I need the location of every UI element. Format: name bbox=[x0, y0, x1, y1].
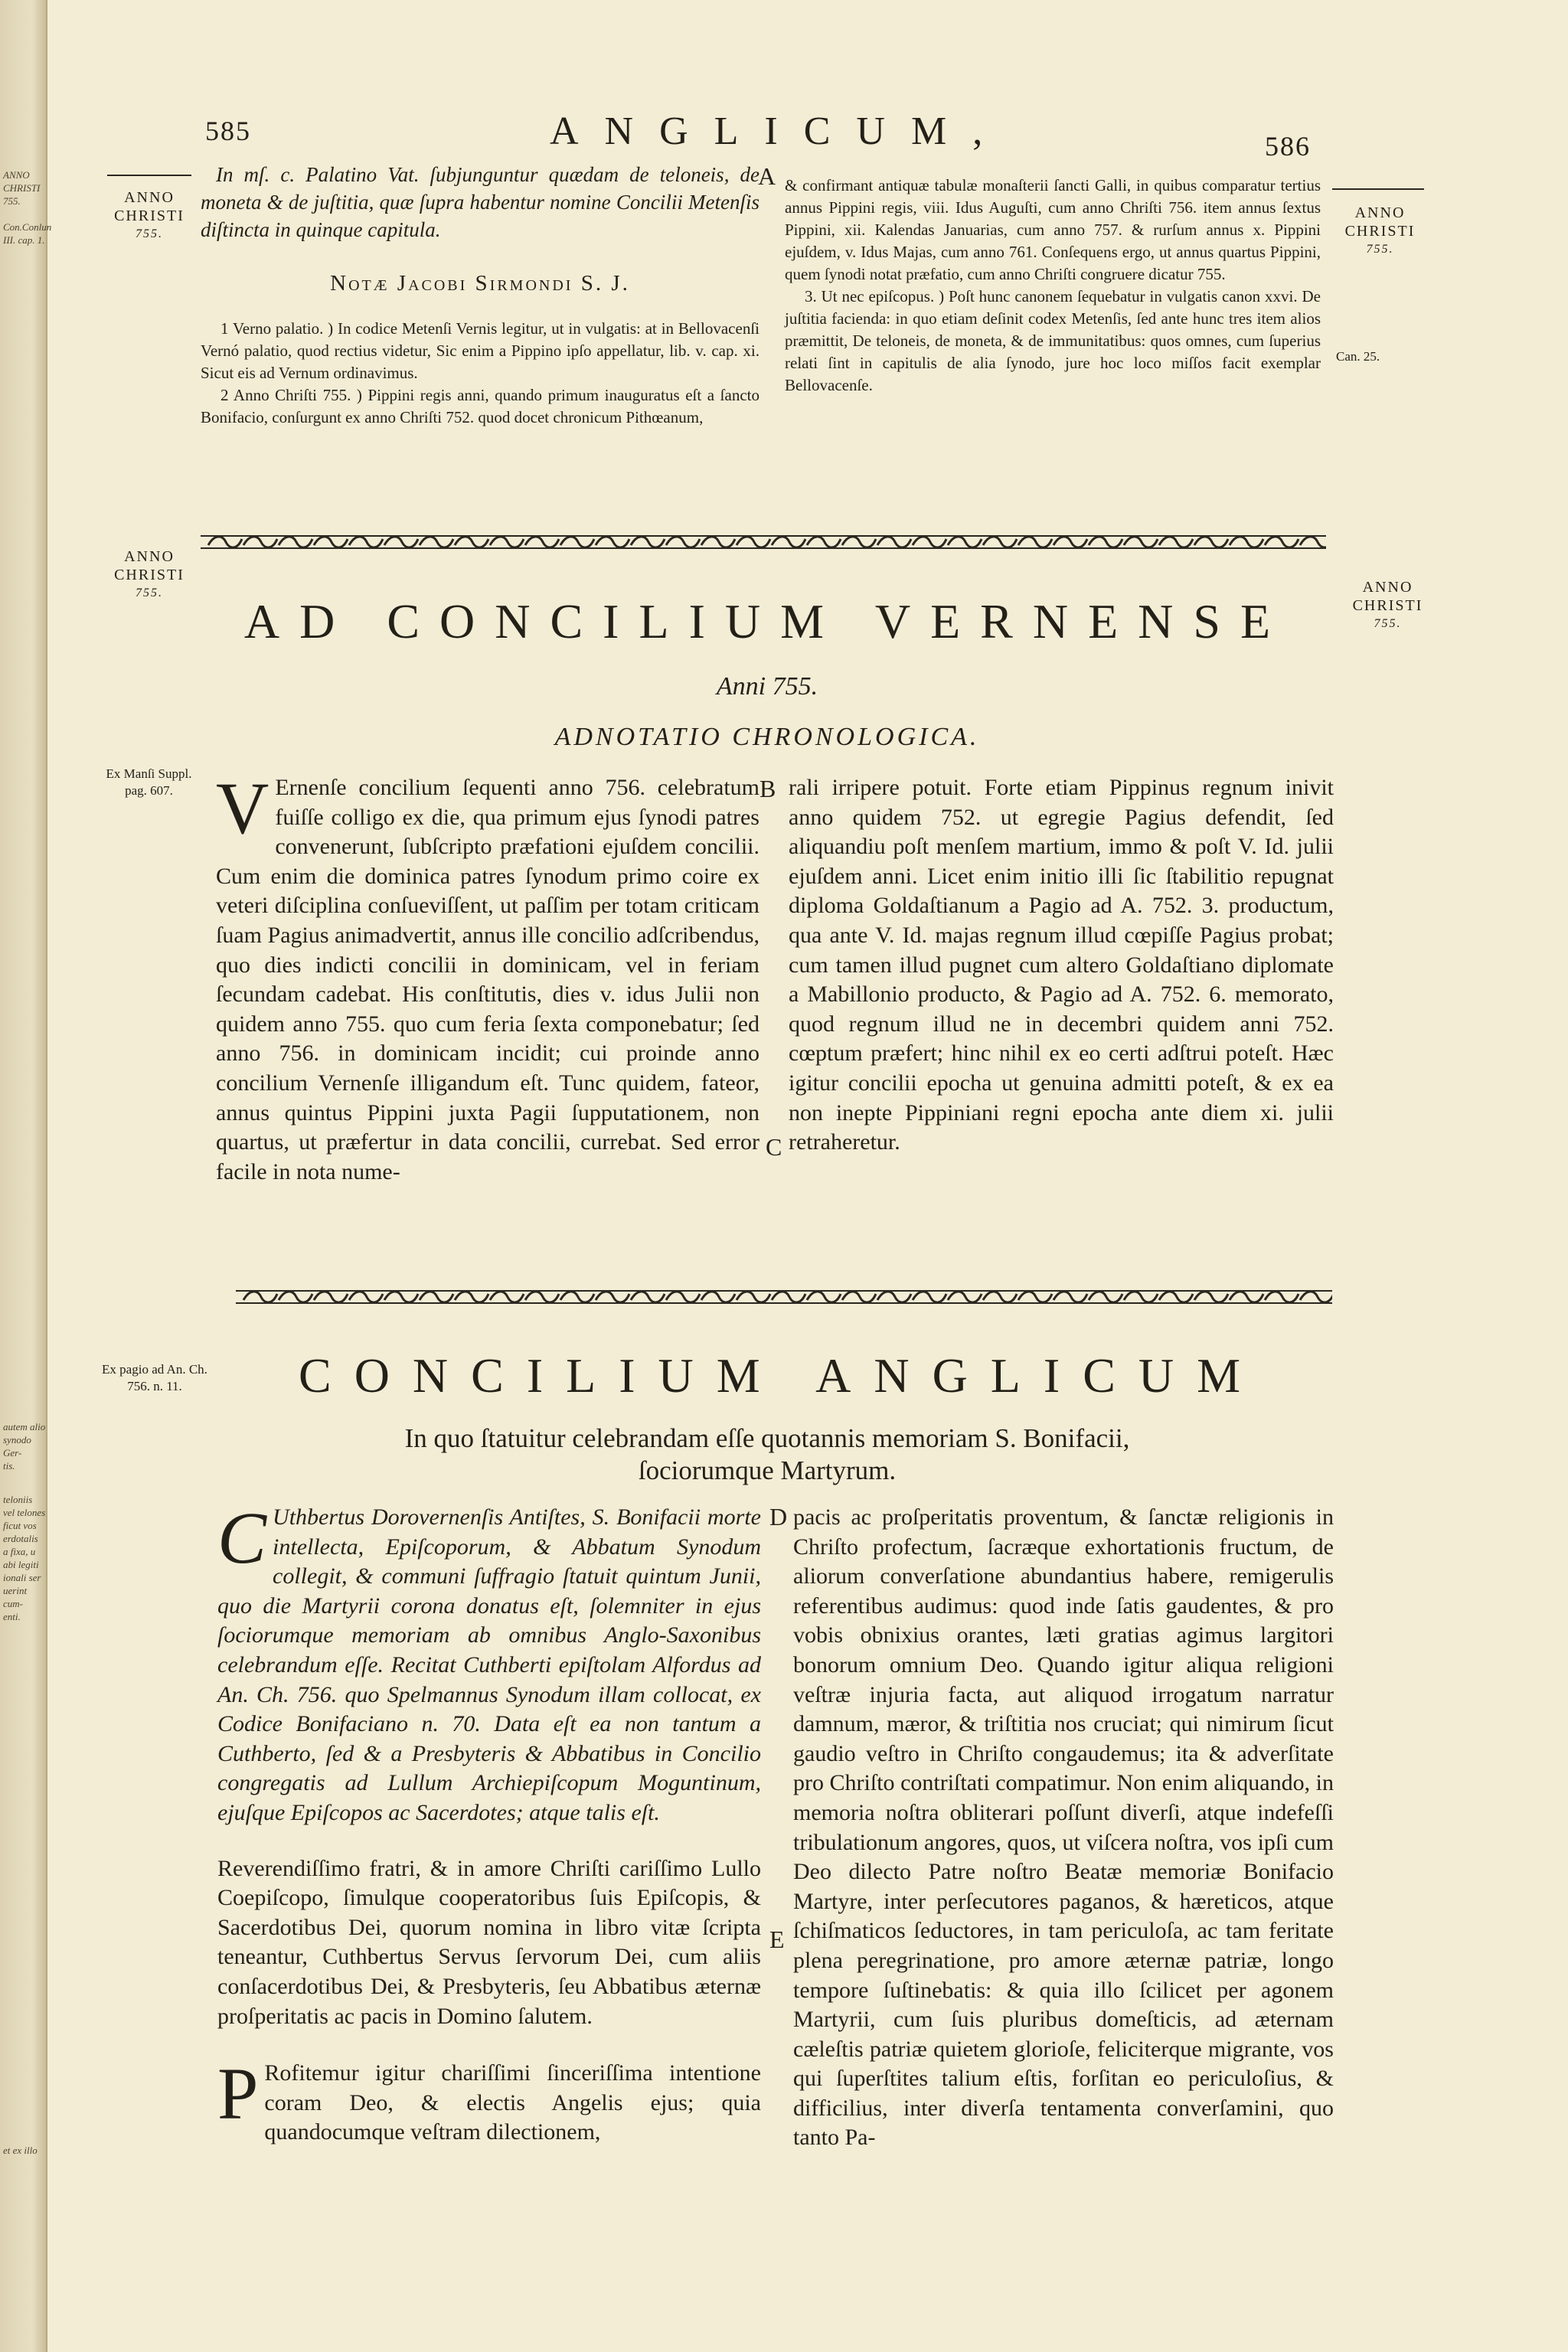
anglicum-intro bbox=[217, 1497, 761, 1828]
top-left-column bbox=[201, 161, 760, 429]
anno-christi-mid-right bbox=[1344, 578, 1432, 633]
ornament-swirl bbox=[1124, 537, 1158, 547]
strip-line: teloniis bbox=[3, 1494, 33, 1505]
drop-cap-c: C bbox=[217, 1497, 267, 1579]
salutation-paragraph: Reverendiſſimo fratri, & in amore Chriſti cariſſimo Lullo Coepiſcopo, ſimulque cooperatoribus ſuis Epiſcopis, & Sacerdotibus Dei, quorum nomina in libro vitæ ſcripta teneantur, Cuthbertus Servus ſervorum Dei, cum aliis conſacerdotibus Dei, & Presbyteris, ſeu Abbatibus æternæ proſperitatis ac pacis in Domino ſalutem. bbox=[217, 1855, 761, 2029]
ornament-swirl bbox=[314, 537, 348, 547]
subtitle-line-2: ſociorumque Martyrum. bbox=[638, 1455, 897, 1485]
ornament-swirl bbox=[243, 1292, 277, 1302]
anno-christi: CHRISTI bbox=[114, 207, 185, 224]
strip-line: erdotalis bbox=[3, 1533, 38, 1544]
section3-subtitle bbox=[201, 1423, 1334, 1487]
ornamental-divider bbox=[201, 531, 1326, 553]
anglicum-intro-text: Uthbertus Dorovernenſis Antiſtes, S. Bonifacii morte intellecta, Epiſcoporum, & Abbatum Synodum collegit, & communi ſuffragio ſtatuit quintum Junii, quo die Martyrii corona donatus eſt, ſolemniter in ejus ſociorumque memoriam ab omnibus Anglo-Saxonibus celebrandum eſſe. Recitat Cuthberti epiſtolam Alfordus ad An. Ch. 756. quo Spelmannus Synodum illam collocat, ex Codice Bonifaciano n. 70. Data eſt ea non tantum a Cuthberto, ſed & a Presbyteris & Abbatibus in Concilio congregatis ad Lullum Archiepiſcopum Moguntinum, ejuſque Epiſcopos ac Sacerdotes; atque talis eſt. bbox=[217, 1504, 761, 1825]
strip-note-mid bbox=[3, 1420, 46, 1472]
top-right-column bbox=[785, 175, 1321, 397]
ornament-swirl bbox=[1230, 537, 1263, 547]
anno-word: ANNO bbox=[1354, 204, 1406, 221]
anno-year: 755. bbox=[136, 586, 163, 599]
strip-line: ficut vos bbox=[3, 1520, 37, 1531]
anglicum-left-column bbox=[217, 1497, 761, 2148]
ornament-swirl bbox=[1230, 1292, 1263, 1302]
strip-line: autem alio bbox=[3, 1421, 46, 1432]
ornament-swirl bbox=[1054, 537, 1087, 547]
ornament-swirl bbox=[384, 537, 418, 547]
strip-line: Con.Conlun bbox=[3, 221, 52, 233]
ornament-swirl bbox=[490, 537, 524, 547]
ornament-swirl bbox=[525, 537, 559, 547]
ornament-swirl bbox=[807, 1292, 841, 1302]
running-title: ANGLICUM, bbox=[550, 109, 1009, 153]
ornament-swirl bbox=[384, 1292, 418, 1302]
anno-christi-top-left bbox=[107, 188, 191, 243]
ornament-swirl bbox=[1265, 1292, 1298, 1302]
ornament-swirl bbox=[596, 537, 629, 547]
ornament-swirl bbox=[455, 1292, 488, 1302]
ornament-swirl bbox=[737, 537, 770, 547]
ornament-swirl bbox=[913, 1292, 946, 1302]
ornament-swirl bbox=[490, 1292, 524, 1302]
ornament-swirl bbox=[1194, 537, 1228, 547]
ornament-swirl bbox=[243, 537, 277, 547]
anglicum-right-text: pacis ac proſperitatis proventum, & ſanctæ religionis in Chriſto profectum, ſacræque exhortationis fructum, de aliorum converſatione abundantius habere, remigerulis referentibus audimus: quod inde ſatis gaudentes, & pro vobis obnixius orantes, læti gratias agimus largitori bonorum omnium Deo. Quando igitur aliqua religioni veſtræ injuria facta, aut aliquod irrogatum narratur damnum, mæror, & triſtitia nos cruciat; qui nimirum ſicut gaudio veſtro in Chriſto congaudemus; ita & adverſitate pro Chriſto contriſtati compatimur. Non enim aliquando, in memoria noſtra obliterari poſſunt diverſi, atque indefeſſi tribulationum angores, quos, ut viſcera noſtra, vos ipſi cum Deo dilecto Patre noſtro Beatæ memoriæ Bonifacio Martyre, inter perſecutores paganos, & hæreticos, atque ſchiſmaticos ſeductores, in tam periculoſa, ac tam feritate plena peregrinatione, pro amore æternæ patriæ, longo tempore ſuſtinebatis: & quia illo ſcilicet per agonem Martyrii, cum ſuis pluribus domeſticis, ad æternam cæleſtis patriæ quietem glorioſe, feliciterque migrante, vos qui ſuperſtites talium eſtis, forſitan eo periculoſius, & difficilius, inter diverſa tentamenta converſamini, quo tanto Pa- bbox=[793, 1504, 1334, 2151]
profitemur-paragraph bbox=[217, 2053, 761, 2148]
ornament-swirl bbox=[983, 1292, 1017, 1302]
anno-year: 755. bbox=[1374, 617, 1402, 630]
ornament-swirl bbox=[948, 1292, 982, 1302]
anno-christi: CHRISTI bbox=[1352, 597, 1423, 614]
ornament-swirl bbox=[1089, 537, 1122, 547]
ornament-swirl bbox=[877, 1292, 911, 1302]
ornament-swirl bbox=[1054, 1292, 1087, 1302]
anglicum-right-column bbox=[793, 1503, 1334, 2153]
strip-line: ANNO bbox=[3, 169, 30, 181]
ornament-swirl bbox=[1018, 1292, 1052, 1302]
ornament-swirl bbox=[349, 537, 383, 547]
strip-line: synodo Ger- bbox=[3, 1434, 31, 1459]
ornament-swirl bbox=[737, 1292, 770, 1302]
ornament-swirl bbox=[279, 537, 312, 547]
ornament-swirl bbox=[279, 1292, 312, 1302]
ornament-swirl bbox=[666, 537, 700, 547]
ornament-swirl bbox=[1089, 1292, 1122, 1302]
anno-christi-mid-left bbox=[107, 547, 191, 603]
ornament-swirl bbox=[525, 1292, 559, 1302]
ornament-swirl bbox=[772, 1292, 805, 1302]
margin-marker-b: B bbox=[760, 775, 776, 802]
anno-christi: CHRISTI bbox=[114, 567, 185, 583]
anno-word: ANNO bbox=[124, 189, 175, 206]
anno-christi: CHRISTI bbox=[1344, 223, 1416, 240]
strip-line: III. cap. 1. bbox=[3, 234, 45, 246]
ornament-swirl bbox=[913, 537, 946, 547]
ornament-swirl bbox=[208, 537, 242, 547]
strip-line: a fixa, u bbox=[3, 1546, 36, 1557]
ornament-swirl bbox=[772, 537, 805, 547]
page-number-right: 586 bbox=[1265, 131, 1311, 162]
footnote-1: 1 Verno palatio. ) In codice Metenſi Vernis legitur, ut in vulgatis: at in Bellovacenſi Vernó palatio, quod rectius videtur, Sic enim a Pippino ipſo appellatur, lib. v. cap. xi. Sicut eis ad Vernum ordinavimus. bbox=[201, 319, 760, 382]
strip-line: 755. bbox=[3, 195, 21, 207]
side-note-mansi: Ex Manſi Suppl. pag. 607. bbox=[106, 766, 192, 798]
section-title-vernense: AD CONCILIUM VERNENSE bbox=[243, 594, 1291, 648]
ornament-swirl bbox=[948, 537, 982, 547]
strip-line: ionali ser bbox=[3, 1572, 41, 1583]
margin-marker-a: A bbox=[758, 162, 776, 190]
ornament-swirl bbox=[631, 537, 665, 547]
ornament-swirl bbox=[314, 1292, 348, 1302]
ornament-swirl bbox=[666, 1292, 700, 1302]
intro-italic-paragraph: In mſ. c. Palatino Vat. ſubjunguntur quædam de teloneis, de moneta & de juſtitia, quæ ſupra habentur nomine Concilii Metenſis diſtincta in quinque capitula. bbox=[201, 163, 760, 241]
ornament-swirl bbox=[842, 1292, 876, 1302]
ornament-swirl bbox=[1159, 537, 1193, 547]
ornament-swirl bbox=[1194, 1292, 1228, 1302]
ornament-swirl bbox=[420, 1292, 453, 1302]
drop-cap-p: P bbox=[217, 2053, 259, 2135]
notae-heading: Notæ Jacobi Sirmondi S. J. bbox=[330, 271, 630, 296]
subtitle-line-1: In quo ſtatuitur celebrandam eſſe quotannis memoriam S. Bonifacii, bbox=[404, 1423, 1130, 1453]
strip-note-low bbox=[3, 2144, 46, 2157]
anno-christi-top-right bbox=[1336, 204, 1424, 259]
strip-line: vel telones bbox=[3, 1507, 46, 1518]
page-number-left: 585 bbox=[205, 116, 251, 146]
previous-page-edge bbox=[0, 0, 52, 2352]
section-title-anglicum: CONCILIUM ANGLICUM bbox=[299, 1348, 1263, 1403]
profitemur-text: Rofitemur igitur chariſſimi ſinceriſſima intentione coram Deo, & electis Angelis ejus; quia quandocumque veſtram dilectionem, bbox=[264, 2060, 761, 2145]
vernense-left-column bbox=[216, 767, 760, 1187]
strip-line: tis. bbox=[3, 1460, 15, 1472]
ornament-swirl bbox=[560, 537, 594, 547]
anno-year: 755. bbox=[1366, 243, 1394, 256]
vernense-right-column bbox=[789, 773, 1334, 1158]
ornament-swirl bbox=[701, 537, 735, 547]
ornament-swirl bbox=[1018, 537, 1052, 547]
strip-line: et ex illo bbox=[3, 2145, 38, 2156]
ornament-swirl bbox=[1300, 1292, 1332, 1302]
ornament-swirl bbox=[1124, 1292, 1158, 1302]
anno-year: 755. bbox=[136, 227, 163, 240]
ornament-swirl bbox=[1300, 537, 1326, 547]
ornament-swirl bbox=[842, 537, 876, 547]
strip-anno bbox=[3, 168, 52, 247]
header-rule-left bbox=[107, 175, 191, 176]
ornament-swirl bbox=[420, 537, 453, 547]
strip-line: CHRISTI bbox=[3, 182, 41, 194]
adnotatio-heading: ADNOTATIO CHRONOLOGICA. bbox=[554, 723, 980, 751]
drop-cap-v: V bbox=[216, 767, 270, 849]
margin-marker-e: E bbox=[769, 1926, 785, 1953]
ornament-swirl bbox=[560, 1292, 594, 1302]
side-note-pagio: Ex pagio ad An. Ch. 756. n. 11. bbox=[102, 1362, 207, 1393]
section-subtitle-anni: Anni 755. bbox=[716, 672, 818, 701]
vernense-left-text: Ernenſe concilium ſequenti anno 756. celebratum fuiſſe colligo ex die, qua primum ejus ſynodi patres convenerunt, ſubſcripto præfationi ejuſdem concilii. Cum enim die dominica patres ſynodum primo coire ex veteri diſciplina conſueviſſent, ut paſſim per totam criticam ſuam Pagius animadvertit, annus ille concilio adſcribendus, quo dies indicti concilii in dominicam, vel in feriam ſecundam cadebat. His conſtitutis, dies v. idus Julii non quidem anno 755. quo cum feria ſexta componebatur; ſed anno 756. in dominicam incidit; cui proinde anno concilium Vernenſe illigandum eſt. Tunc quidem, fateor, annus quintus Pippini juxta Pagii ſupputationem, non quartus, ut præfertur in data concilii, currebat. Sed error facile in nota nume- bbox=[216, 775, 760, 1184]
strip-note-mid2 bbox=[3, 1493, 46, 1623]
margin-marker-d: D bbox=[769, 1503, 788, 1530]
ornament-swirl bbox=[983, 537, 1017, 547]
footnote-3: 3. Ut nec epiſcopus. ) Poſt hunc canonem ſequebatur in vulgatis canon xxvi. De juſtitia facienda: in quo etiam deſinit codex Metenſis, ſed ante hunc tres item alios præmittit, De teloneis, de moneta, & de immunitatibus: quos omnes, cum ſuperius relati ſint in capitulis de alia ſynodo, jure hoc loco miſſos facit exemplar Bellovacenſe. bbox=[785, 287, 1321, 394]
header-rule-right bbox=[1332, 188, 1424, 190]
ornamental-divider-2 bbox=[236, 1286, 1332, 1308]
strip-line: enti. bbox=[3, 1611, 21, 1622]
ornament-swirl bbox=[596, 1292, 629, 1302]
ornament-swirl bbox=[877, 537, 911, 547]
footnote-2-continued: & confirmant antiquæ tabulæ monaſterii ſancti Galli, in quibus comparatur tertius annus Pippini regis, viii. Idus Auguſti, cum anno Chriſti 756. item annus ſextus Pippini, xii. Kalendas Januarias, cum anno 757. & rurſum annus x. Pippini ejuſdem, v. Idus Majas, cum anno 761. Conſequens ergo, ut annus quartus Pippini, quem ſynodi notat præfatio, cum anno Chriſti congruere dicatur 755. bbox=[785, 176, 1321, 283]
vernense-right-text: rali irripere potuit. Forte etiam Pippinus regnum inivit anno quidem 752. ut egregie Pagius defendit, ſed aliquandiu poſt menſem martium, immo & poſt V. Id. julii ejuſdem anni. Licet enim initio illi ſic ſtabilitio repugnat diploma Goldaſtianum a Pagio ad A. 752. 3. productum, qua ante V. Id. majas regnum illud cœpiſſe Pagius probat; cum tamen illud pugnet cum altero Goldaſtiano diplomate a Mabillonio producto, & Pagio ad A. 752. 6. memorato, quod regnum illud ne in decembri quidem anni 752. cœptum præfert; hinc nihil ex eo certi adſtrui poteſt. Hæc igitur concilii epocha ut genuina admitti poteſt, & ex ea non inepte Pippiniani regni epocha ante diem xi. julii retraheretur. bbox=[789, 775, 1334, 1155]
anno-word: ANNO bbox=[1362, 579, 1413, 596]
strip-line: abi legiti bbox=[3, 1559, 39, 1570]
ornament-swirl bbox=[455, 537, 488, 547]
footnote-2: 2 Anno Chriſti 755. ) Pippini regis anni, quando primum inauguratus eſt a ſancto Bonifacio, conſurgunt ex anno Chriſti 752. quod docet chronicum Pithœanum, bbox=[201, 386, 760, 426]
margin-marker-c: C bbox=[766, 1133, 782, 1161]
ornament-swirl bbox=[631, 1292, 665, 1302]
side-note-can: Can. 25. bbox=[1336, 349, 1380, 364]
anno-word: ANNO bbox=[124, 548, 175, 565]
ornament-swirl bbox=[807, 537, 841, 547]
ornament-swirl bbox=[1159, 1292, 1193, 1302]
ornament-swirl bbox=[701, 1292, 735, 1302]
ornament-swirl bbox=[1265, 537, 1298, 547]
strip-line: uerint cum- bbox=[3, 1585, 28, 1609]
ornament-swirl bbox=[349, 1292, 383, 1302]
